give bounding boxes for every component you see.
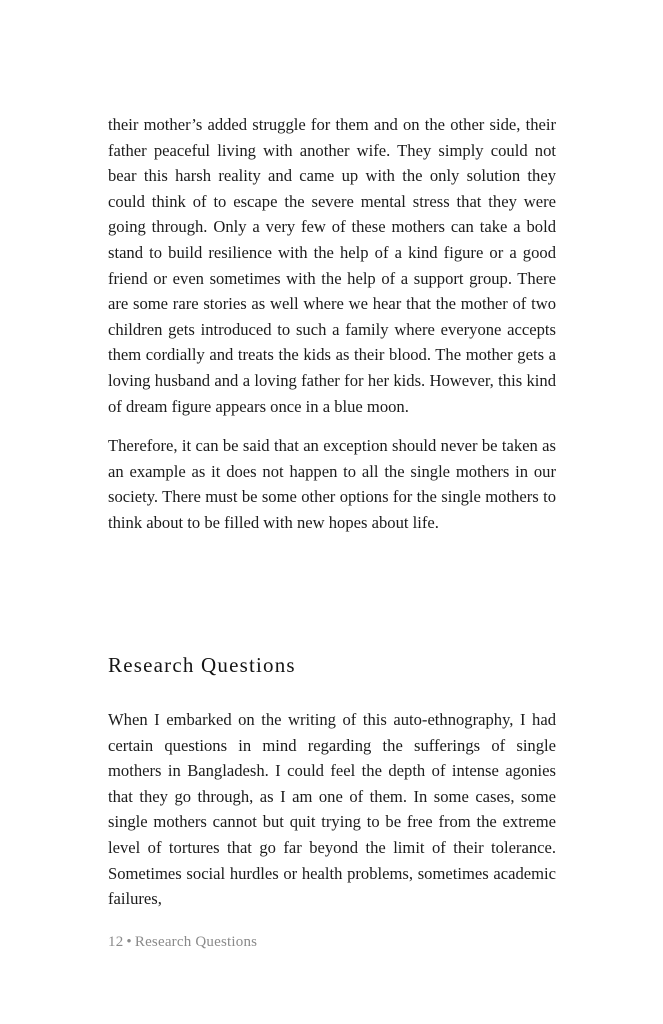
footer-running-title: Research Questions bbox=[134, 934, 258, 950]
section-heading-block bbox=[108, 652, 556, 678]
body-paragraph: Therefore, it can be said that an exception should never be taken as an example as it does not happen to all the single mothers in our society. There must be some other options for the single mothers to think about to be filled with new hopes about life. bbox=[108, 436, 556, 532]
footer-page-number: 12 bbox=[108, 934, 124, 950]
section-body-content bbox=[108, 707, 556, 912]
body-paragraph: their mother’s added struggle for them and on the other side, their father peaceful living with another wife. They simply could not bear this harsh reality and came up with the only solution they could think of to escape the severe mental stress that they were going through. Only a very few of these mothers can take a bold stand to build resilience with the help of a kind figure or a good friend or even sometimes with the help of a support group. There are some rare stories as well where we hear that the mother of two children gets introduced to such a family where everyone accepts them cordially and treats the kids as their blood. The mother gets a loving husband and a loving father for her kids. However, this kind of dream figure appears once in a blue moon. bbox=[108, 115, 556, 416]
footer-separator-bullet-icon: • bbox=[126, 934, 132, 950]
page-footer bbox=[108, 932, 556, 952]
section-heading-research-questions: Research Questions bbox=[108, 653, 296, 677]
page-body-content bbox=[108, 112, 556, 536]
body-paragraph: When I embarked on the writing of this auto-ethnography, I had certain questions in mind regarding the sufferings of single mothers in Bangladesh. I could feel the depth of intense agonies that they go through, as I am one of them. In some cases, some single mothers cannot but quit trying to be free from the extreme level of tortures that go far beyond the limit of their tolerance. Sometimes social hurdles or health problems, sometimes academic failures, bbox=[108, 710, 556, 909]
